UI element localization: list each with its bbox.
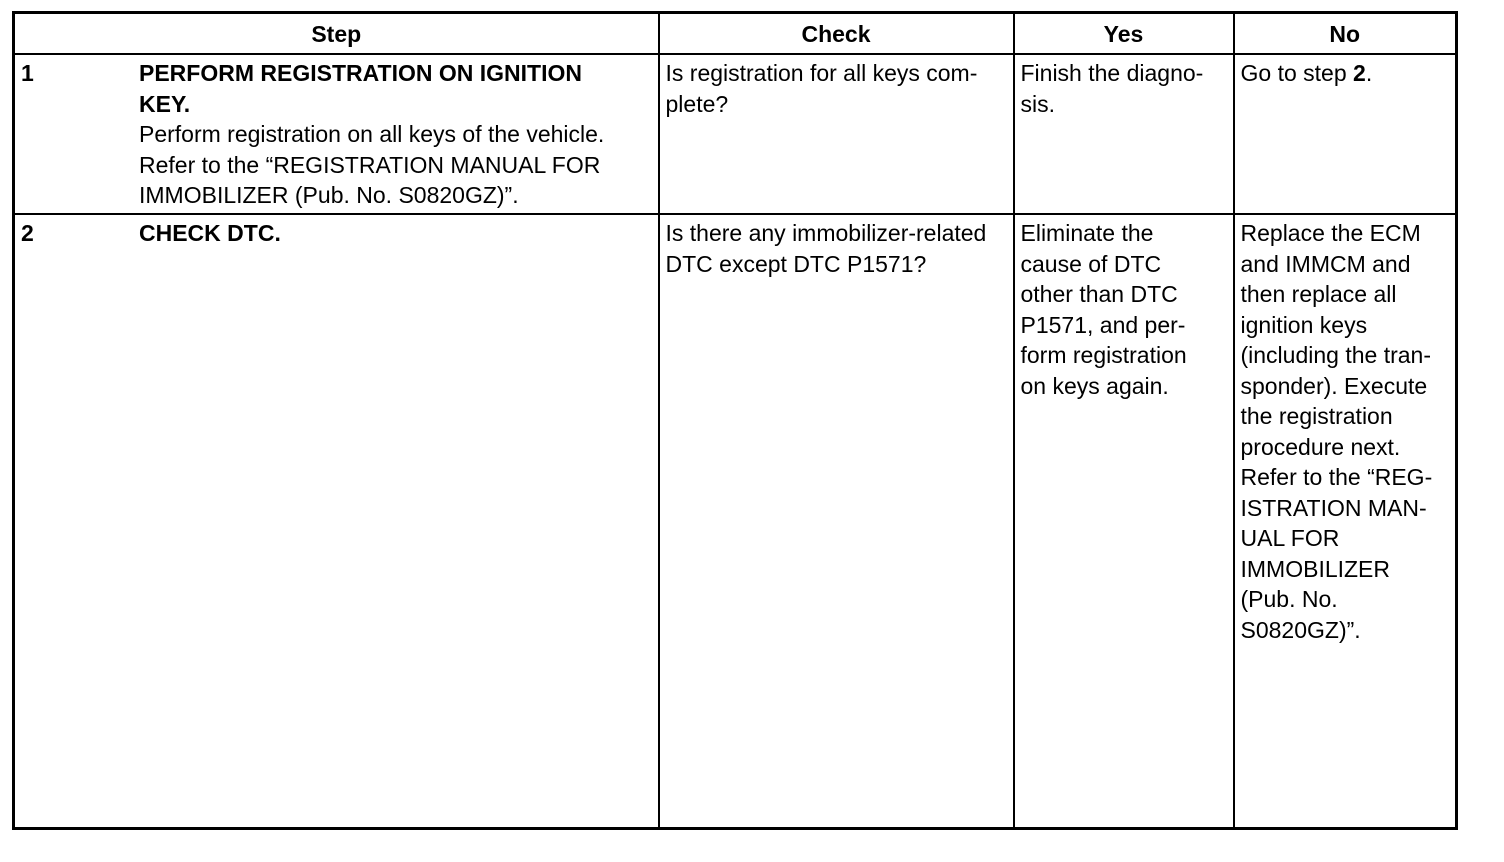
yes-line: on keys again. — [1020, 372, 1169, 399]
yes-line: form registration — [1020, 342, 1187, 368]
no-line: and IMMCM and — [1240, 250, 1411, 277]
no-line: ignition keys — [1240, 311, 1368, 338]
no-cell — [1234, 54, 1457, 214]
yes-line: sis. — [1020, 90, 1055, 117]
no-line: then replace all — [1240, 281, 1397, 307]
no-line: ISTRATION MAN- — [1240, 494, 1427, 521]
header-row — [14, 13, 1457, 55]
yes-line: Eliminate the — [1020, 220, 1154, 246]
table-body — [14, 54, 1457, 829]
step-number: 1 — [21, 60, 34, 86]
table-header — [14, 13, 1457, 55]
step-instruction-line: Perform registration on all keys of the vehicle. — [139, 121, 605, 147]
check-line: DTC except DTC P1571? — [665, 250, 927, 277]
no-line: procedure next. — [1240, 433, 1401, 460]
no-line: Replace the ECM — [1240, 220, 1421, 246]
no-cell — [1234, 214, 1457, 829]
step-instruction-line: Refer to the “REGISTRATION MANUAL FOR — [139, 151, 601, 178]
step-title-line: PERFORM REGISTRATION ON IGNITION — [139, 60, 582, 86]
header-check: Check — [659, 13, 1014, 55]
step-cell — [14, 54, 659, 214]
header-no: No — [1234, 13, 1457, 55]
diagnostic-table — [12, 11, 1458, 830]
no-line: sponder). Execute — [1240, 372, 1428, 399]
no-line: (Pub. No. — [1240, 586, 1338, 612]
no-line: IMMOBILIZER — [1240, 555, 1391, 582]
step-instruction-line: IMMOBILIZER (Pub. No. S0820GZ)”. — [139, 182, 519, 208]
no-line: (including the tran- — [1240, 342, 1431, 368]
no-line: S0820GZ)”. — [1240, 616, 1361, 643]
check-line: Is registration for all keys com- — [665, 60, 978, 86]
step-title-line: CHECK DTC. — [139, 220, 281, 246]
no-line: UAL FOR — [1240, 525, 1340, 551]
table-row — [14, 214, 1457, 829]
no-step-ref: 2 — [1353, 60, 1366, 86]
no-line: the registration — [1240, 403, 1393, 429]
no-text: Go to step — [1240, 60, 1354, 86]
no-line: Refer to the “REG- — [1240, 464, 1433, 490]
check-cell — [659, 214, 1014, 829]
yes-line: cause of DTC — [1020, 250, 1162, 277]
step-number: 2 — [21, 220, 34, 246]
header-step: Step — [14, 13, 659, 55]
yes-cell — [1014, 214, 1234, 829]
step-title-line: KEY. — [139, 90, 191, 117]
check-line: plete? — [665, 90, 729, 117]
check-line: Is there any immobilizer-related — [665, 220, 987, 246]
yes-line: other than DTC — [1020, 281, 1178, 307]
table-row — [14, 54, 1457, 214]
no-text-suffix: . — [1365, 60, 1373, 86]
header-yes: Yes — [1014, 13, 1234, 55]
step-cell — [14, 214, 659, 829]
yes-line: Finish the diagno- — [1020, 60, 1204, 86]
yes-line: P1571, and per- — [1020, 311, 1186, 338]
check-cell — [659, 54, 1014, 214]
yes-cell — [1014, 54, 1234, 214]
